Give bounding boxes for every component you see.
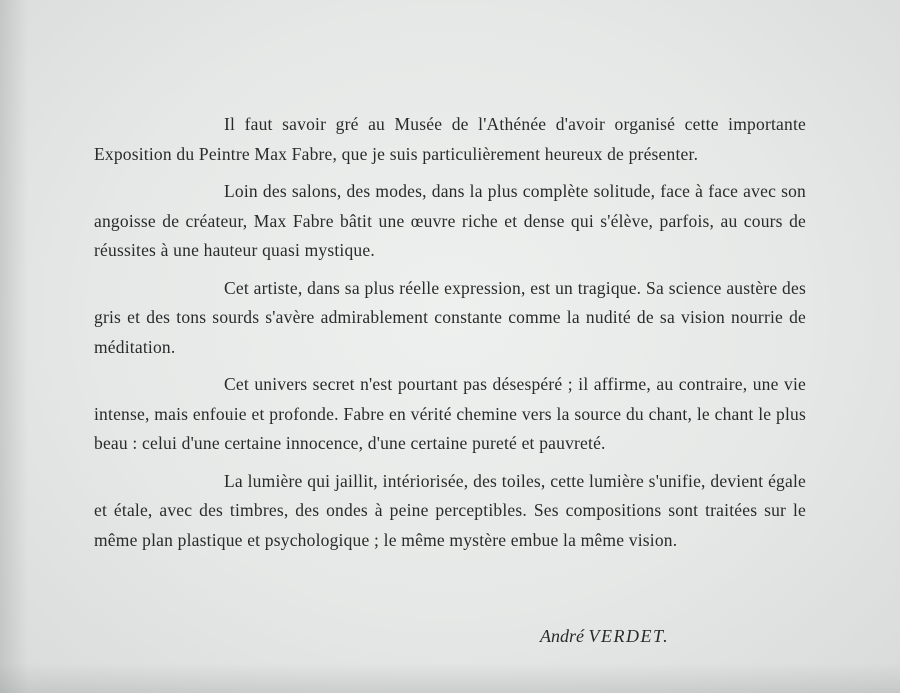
signature	[540, 626, 669, 647]
paragraph-1: Il faut savoir gré au Musée de l'Athénée d'avoir organisé cette importante Exposition du Peintre Max Fabre, que je suis particulièrement heureux de présenter.	[94, 114, 806, 164]
paper-shadow-bottom	[0, 663, 900, 693]
paragraph-4: Cet univers secret n'est pourtant pas désespéré ; il affirme, au contraire, une vie intense, mais enfouie et profonde. Fabre en vérité chemine vers la source du chant, le chant le plus beau : celui d'une certaine innocence, d'une certaine pureté et pauvreté.	[94, 374, 806, 453]
paragraph-2: Loin des salons, des modes, dans la plus complète solitude, face à face avec son angoisse de créateur, Max Fabre bâtit une œuvre riche et dense qui s'élève, parfois, au cours de réussites à une hauteur quasi mystique.	[94, 181, 806, 260]
paragraph-5: La lumière qui jaillit, intériorisée, des toiles, cette lumière s'unifie, devient égale et étale, avec des timbres, des ondes à peine perceptibles. Ses compositions sont traitées sur le même plan plastique et psychologique ; le même mystère embue la même vision.	[94, 470, 806, 550]
paragraph-3: Cet artiste, dans sa plus réelle expression, est un tragique. Sa science austère des gris et des tons sourds s'avère admirablement constante comme la nudité de sa vision nourrie de méditation.	[94, 277, 806, 357]
letter-body	[94, 110, 806, 563]
paper-shadow-left	[0, 0, 28, 693]
signature-last-name: VERDET.	[588, 626, 670, 646]
signature-first-name: André	[540, 626, 584, 646]
